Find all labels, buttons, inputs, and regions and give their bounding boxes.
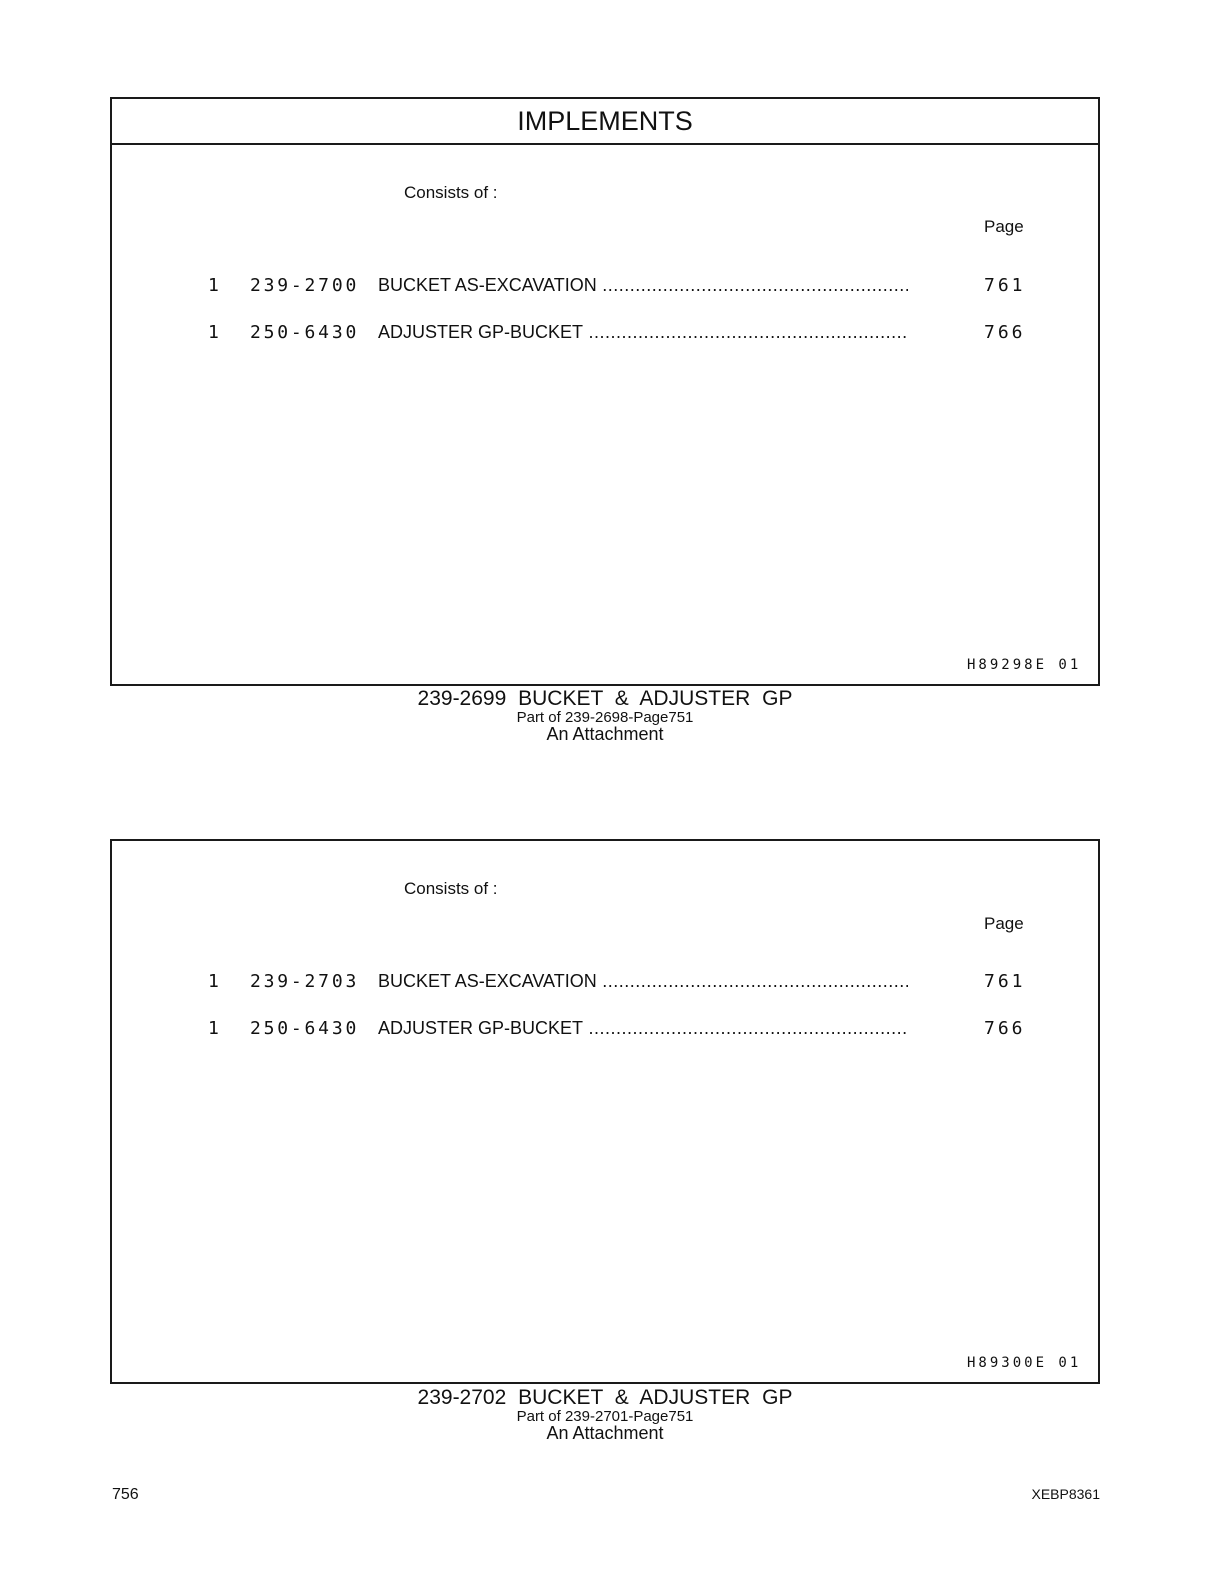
section-header: IMPLEMENTS: [112, 99, 1098, 145]
item-part-number: 250-6430: [250, 1018, 360, 1039]
item-qty: 1: [208, 1018, 219, 1039]
item-page: 761: [984, 275, 1026, 296]
caption-note: An Attachment: [546, 1423, 664, 1443]
caption-part-of: Part of 239-2701-Page751: [516, 1408, 694, 1425]
item-part-number: 239-2703: [250, 971, 360, 992]
list-item: [112, 275, 1102, 299]
parts-box-2: [110, 839, 1100, 1384]
item-page: 766: [984, 322, 1026, 343]
list-item: [112, 971, 1102, 995]
consists-of-label: Consists of :: [404, 879, 498, 898]
group-caption-2: [110, 1387, 1100, 1443]
list-item: [112, 322, 1102, 346]
item-description: ADJUSTER GP-BUCKET .....: [378, 1018, 908, 1039]
page-column-label: Page: [984, 217, 1024, 236]
illustration-code: H89298E 01: [967, 657, 1082, 673]
item-page: 766: [984, 1018, 1026, 1039]
item-qty: 1: [208, 275, 219, 296]
item-qty: 1: [208, 971, 219, 992]
group-caption-1: [110, 688, 1100, 744]
item-part-number: 250-6430: [250, 322, 360, 343]
caption-title: 239-2702 BUCKET & ADJUSTER GP: [417, 1386, 793, 1409]
caption-title: 239-2699 BUCKET & ADJUSTER GP: [417, 687, 793, 710]
caption-note: An Attachment: [546, 724, 664, 744]
item-description: ADJUSTER GP-BUCKET .....: [378, 322, 908, 343]
item-description: BUCKET AS-EXCAVATION .....: [378, 275, 908, 296]
document-id: XEBP8361: [1031, 1486, 1100, 1502]
item-part-number: 239-2700: [250, 275, 360, 296]
list-item: [112, 1018, 1102, 1042]
caption-part-of: Part of 239-2698-Page751: [516, 709, 694, 726]
consists-of-label: Consists of :: [404, 183, 498, 202]
item-description: BUCKET AS-EXCAVATION .....: [378, 971, 908, 992]
page-number: 756: [112, 1486, 139, 1503]
illustration-code: H89300E 01: [967, 1355, 1082, 1371]
item-qty: 1: [208, 322, 219, 343]
page-column-label: Page: [984, 914, 1024, 933]
parts-box-1: [110, 97, 1100, 686]
item-page: 761: [984, 971, 1026, 992]
